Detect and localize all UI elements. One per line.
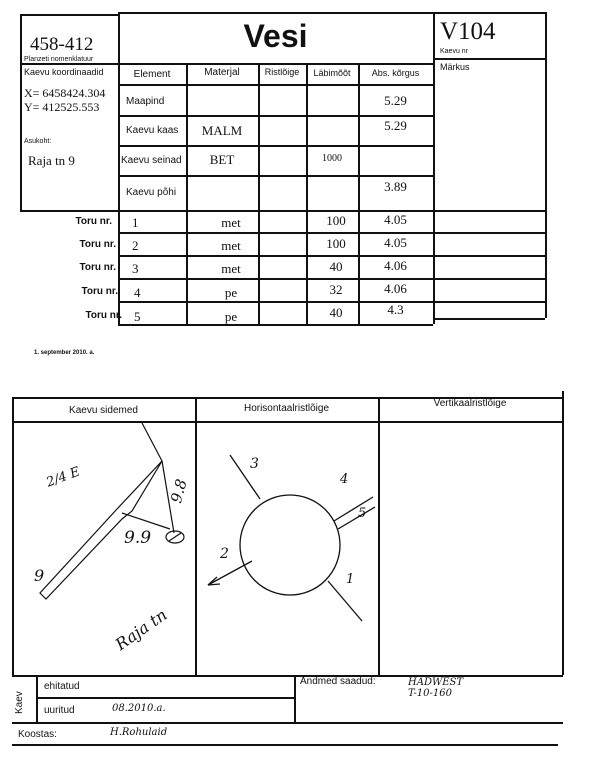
col-title-horizontal-section: Horisontaalristlõige [243, 403, 330, 414]
row-abs-value: 5.29 [384, 93, 407, 108]
col-title-well-connections: Kaevu sidemed [69, 405, 138, 416]
data-from-label: Andmed saadud: [300, 676, 376, 687]
pipe-abs-height: 4.3 [387, 302, 404, 317]
pipe-abs-height: 4.05 [384, 212, 407, 227]
location-value: Raja tn 9 [28, 153, 75, 168]
pipe-label: 5 [358, 506, 367, 521]
hand-distance: 9.9 [124, 528, 152, 548]
pipe-line [334, 497, 373, 521]
well-connections-sketch [40, 423, 184, 599]
hand-distance: 9 [34, 566, 45, 585]
well-number: V104 [440, 18, 496, 45]
pipe-number: 2 [132, 238, 139, 253]
pipe-material: met [221, 238, 241, 253]
sketch-drawing [12, 421, 378, 675]
nomenclature-label: Planzeti nomenklatuur [24, 56, 94, 63]
compiled-value: H.Rohulaid [110, 727, 168, 738]
page-title: Vesi [243, 18, 308, 54]
pipe-diameter: 40 [329, 259, 343, 274]
row-diameter-value: 1000 [322, 153, 342, 164]
sketch-building-outline [40, 423, 162, 599]
row-element-label: Maapind [126, 96, 165, 107]
pipe-label: 1 [346, 572, 355, 587]
x-coordinate: X= 6458424.304 [24, 86, 106, 100]
surveyed-value: 08.2010.a. [112, 703, 166, 714]
pipe-number: 4 [134, 285, 141, 300]
surveyed-label: uuritud [44, 705, 75, 716]
row-element-label: Kaevu kaas [126, 125, 179, 136]
built-label: ehitatud [44, 681, 80, 692]
col-header-abs-height: Abs. kõrgus [371, 68, 420, 78]
pipe-line [338, 507, 375, 529]
pipe-label: Toru nr. [79, 239, 116, 250]
row-material-value: MALM [201, 123, 243, 138]
col-header-diameter: Läbimõõt [313, 68, 351, 78]
pipe-label: Toru nr. [79, 262, 116, 273]
pipe-label: Toru nr. [75, 216, 112, 227]
pipe-material: pe [224, 285, 238, 300]
data-from-value: HADWEST [408, 677, 464, 688]
horizontal-section-sketch [208, 455, 375, 621]
col-header-cross-section: Ristlõige [264, 67, 300, 77]
pipe-number: 1 [132, 215, 139, 230]
pipe-line [328, 581, 362, 621]
pipe-diameter: 100 [326, 213, 346, 228]
row-abs-value: 5.29 [384, 118, 407, 133]
pipe-number: 5 [134, 309, 141, 324]
hand-house-number: 2/4 E [44, 464, 83, 491]
pipe-line [208, 561, 252, 585]
pipe-label: Toru nr. [85, 310, 122, 321]
pipe-material: met [221, 261, 241, 276]
well-number-label: Kaevu nr [440, 48, 469, 55]
pipe-diameter: 40 [329, 305, 343, 320]
sketch-well-symbol [169, 533, 181, 541]
data-from-code: T-10-160 [408, 688, 452, 699]
well-circle [240, 495, 340, 595]
location-label: Asukoht: [24, 138, 52, 145]
pipe-diameter: 100 [326, 236, 346, 251]
pipe-label: 4 [340, 472, 349, 487]
document-date: 1. september 2010. a. [34, 350, 95, 356]
sketch-measure-line [122, 513, 170, 529]
remarks-label: Märkus [440, 62, 470, 72]
row-material-value: BET [209, 152, 235, 167]
compiled-label: Koostas: [18, 729, 57, 740]
hand-distance: 9.8 [167, 477, 191, 505]
row-element-label: Kaevu põhi [126, 187, 177, 198]
pipe-label: 2 [220, 546, 229, 562]
nomenclature-number: 458-412 [30, 34, 94, 55]
hand-street-name: Raja tn [111, 605, 171, 654]
pipe-label: Toru nr. [81, 286, 118, 297]
y-coordinate: Y= 412525.553 [24, 100, 100, 114]
row-element-label: Kaevu seinad [121, 155, 182, 166]
pipe-abs-height: 4.05 [384, 235, 407, 250]
pipe-number: 3 [132, 261, 139, 276]
pipe-material: pe [224, 309, 238, 324]
pipe-diameter: 32 [329, 282, 343, 297]
row-abs-value: 3.89 [384, 179, 407, 194]
col-header-element: Element [133, 69, 171, 80]
pipe-material: met [221, 215, 241, 230]
coords-label: Kaevu koordinaadid [24, 67, 104, 77]
well-side-label: Kaev [14, 691, 25, 714]
col-header-material: Materjal [204, 67, 240, 78]
pipe-abs-height: 4.06 [384, 258, 407, 273]
col-title-vertical-section: Vertikaalristlõige [433, 398, 507, 409]
pipe-abs-height: 4.06 [384, 281, 407, 296]
pipe-label: 3 [250, 456, 259, 472]
